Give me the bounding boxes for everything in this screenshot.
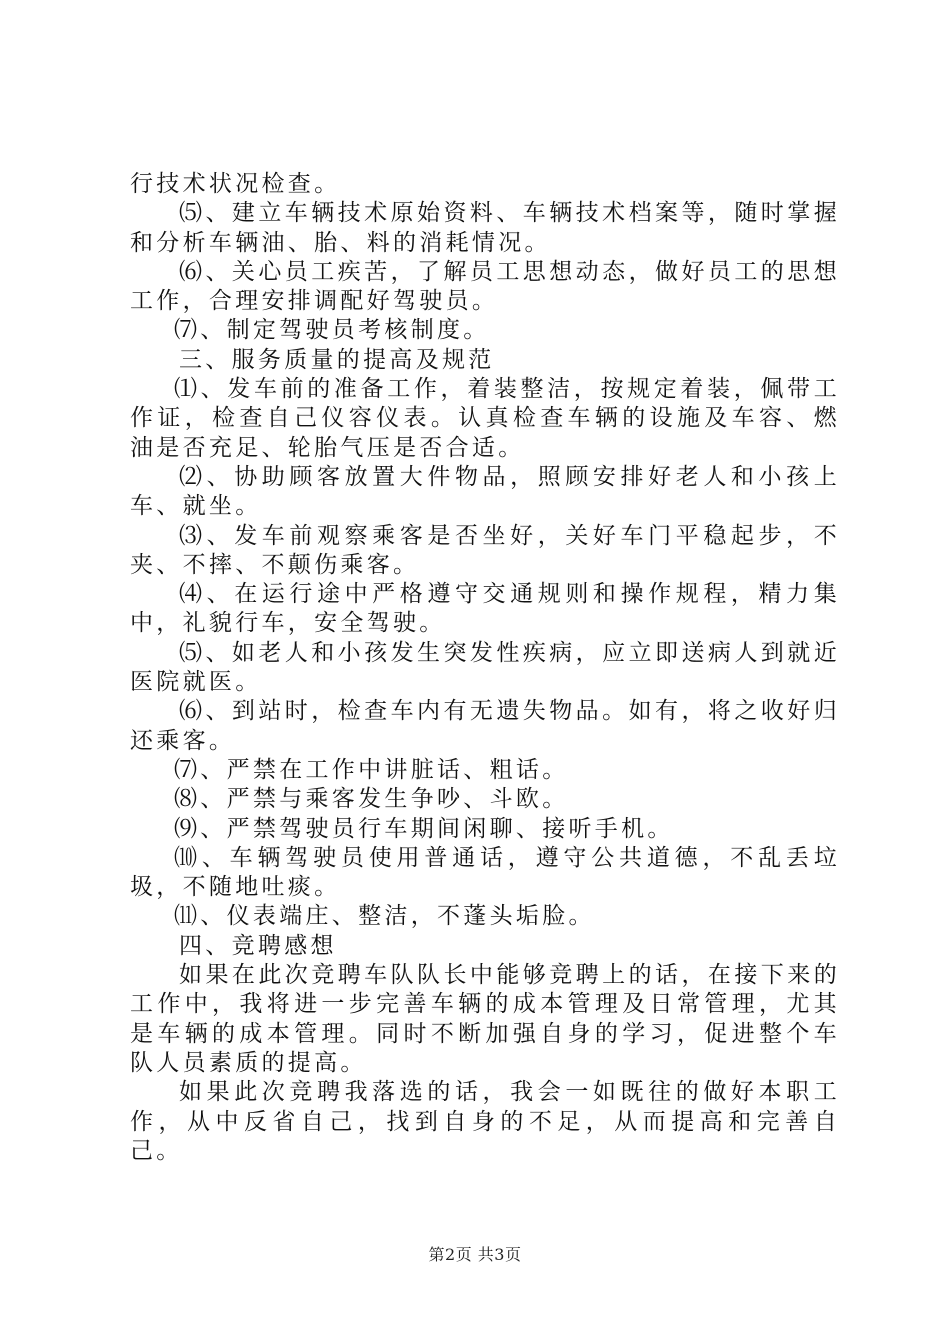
paragraph-service-11: ⑾、仪表端庄、整洁，不蓬头垢脸。 — [174, 903, 595, 930]
page-footer: 第2页 共3页 — [428, 1245, 522, 1264]
paragraph-service-8: ⑻、严禁与乘客发生争吵、斗欧。 — [174, 786, 569, 813]
paragraph-item-6-staff-care: ⑹、关心员工疾苦，了解员工思想动态，做好员工的思想工作，合理安排调配好驾驶员。 — [130, 258, 840, 315]
paragraph-item-5-vehicle-records: ⑸、建立车辆技术原始资料、车辆技术档案等，随时掌握和分析车辆油、胎、料的消耗情况。 — [130, 200, 840, 256]
paragraph-service-10: ⑽、车辆驾驶员使用普通话，遵守公共道德，不乱丢垃圾，不随地吐痰。 — [130, 844, 840, 901]
document-body — [130, 170, 840, 1166]
paragraph-service-7: ⑺、严禁在工作中讲脏话、粗话。 — [174, 756, 569, 783]
section-heading-reflections: 四、竞聘感想 — [179, 932, 337, 959]
paragraph-continuation: 行技术状况检查。 — [130, 171, 341, 197]
paragraph-service-6: ⑹、到站时，检查车内有无遗失物品。如有，将之收好归还乘客。 — [130, 698, 840, 754]
paragraph-service-9: ⑼、严禁驾驶员行车期间闲聊、接听手机。 — [174, 815, 674, 842]
paragraph-reflection-failure: 如果此次竞聘我落选的话，我会一如既往的做好本职工作，从中反省自己，找到自身的不足，从而提高和完善自己。 — [130, 1079, 840, 1164]
paragraph-item-7-assessment: ⑺、制定驾驶员考核制度。 — [174, 317, 490, 344]
section-heading-service-quality: 三、服务质量的提高及规范 — [179, 346, 495, 373]
paragraph-service-2: ⑵、协助顾客放置大件物品，照顾安排好老人和小孩上车、就坐。 — [130, 463, 840, 520]
paragraph-service-5: ⑸、如老人和小孩发生突发性疾病，应立即送病人到就近医院就医。 — [130, 639, 840, 696]
paragraph-service-3: ⑶、发车前观察乘客是否坐好，关好车门平稳起步，不夹、不摔、不颠伤乘客。 — [130, 522, 840, 578]
paragraph-service-4: ⑷、在运行途中严格遵守交通规则和操作规程，精力集中，礼貌行车，安全驾驶。 — [130, 581, 840, 637]
paragraph-reflection-success: 如果在此次竞聘车队队长中能够竞聘上的话，在接下来的工作中，我将进一步完善车辆的成本管理及日常管理，尤其是车辆的成本管理。同时不断加强自身的学习，促进整个车队人员素质的提高。 — [130, 962, 840, 1076]
paragraph-service-1: ⑴、发车前的准备工作，着装整洁，按规定着装，佩带工作证，检查自己仪容仪表。认真检查车辆的设施及车容、燃油是否充足、轮胎气压是否合适。 — [130, 376, 840, 461]
